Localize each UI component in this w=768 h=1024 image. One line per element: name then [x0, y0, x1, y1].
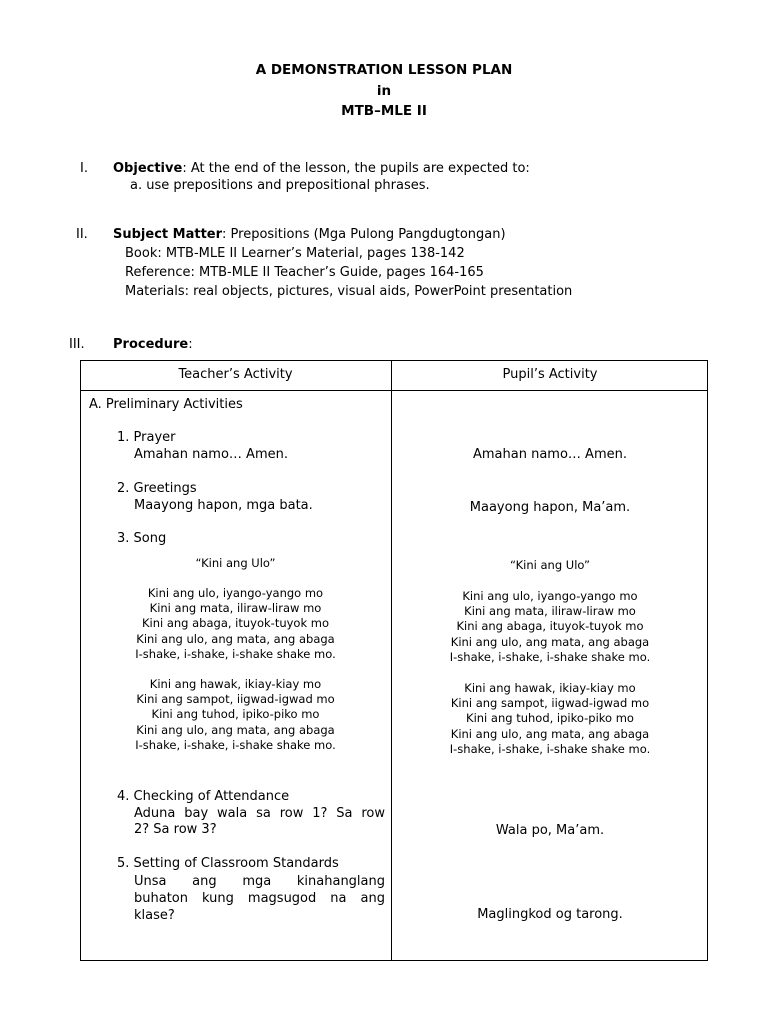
book-line: Book: MTB-MLE II Learner’s Material, pages 138-142 [125, 246, 465, 261]
standards-question [134, 873, 385, 924]
attendance-line-2: 2? Sa row 3? [134, 821, 217, 837]
song-name-teacher: “Kini ang Ulo” [195, 556, 276, 570]
prayer-teacher-text: Amahan namo… Amen. [134, 447, 288, 462]
lyric-line: Kini ang ulo, ang mata, ang abaga [136, 631, 335, 646]
lyric-line: Kini ang tuhod, ipiko-piko mo [466, 711, 634, 726]
lyric-line: Kini ang sampot, iigwad-igwad mo [136, 692, 335, 707]
standards-title: 5. Setting of Classroom Standards [117, 856, 339, 871]
table-header-divider [80, 390, 708, 391]
pupil-activity-header: Pupil’s Activity [502, 367, 598, 382]
attendance-question [134, 806, 385, 837]
song-title: 3. Song [117, 531, 167, 546]
prayer-title: 1. Prayer [117, 430, 176, 445]
subject-matter-text: : Prepositions (Mga Pulong Pangdugtongan) [222, 227, 506, 242]
preliminary-activities-heading: A. Preliminary Activities [89, 397, 243, 412]
objective-line [113, 161, 530, 176]
subject-matter-label: Subject Matter [113, 227, 223, 242]
lesson-plan-title: A DEMONSTRATION LESSON PLAN [255, 62, 513, 78]
procedure-line [113, 337, 193, 352]
lyric-line: Kini ang ulo, ang mata, ang abaga [450, 634, 650, 649]
standards-pupil-text: Maglingkod og tarong. [477, 907, 623, 922]
greetings-title: 2. Greetings [117, 481, 197, 496]
section-numeral-2: II. [76, 227, 88, 242]
lyric-line: I-shake, i-shake, i-shake shake mo. [135, 737, 336, 752]
lyric-line: Kini ang ulo, ang mata, ang abaga [136, 722, 335, 737]
lyric-line: Kini ang hawak, ikiay-kiay mo [464, 681, 636, 695]
lyric-line: I-shake, i-shake, i-shake shake mo. [135, 646, 336, 661]
subject-matter-line [113, 227, 506, 242]
lyric-line: Kini ang mata, iliraw-liraw mo [464, 604, 636, 619]
lyric-line: Kini ang ulo, ang mata, ang abaga [450, 726, 650, 741]
greetings-pupil-text: Maayong hapon, Ma’am. [469, 500, 631, 515]
attendance-pupil-text: Wala po, Ma’am. [495, 823, 605, 838]
prayer-pupil-text: Amahan namo… Amen. [473, 447, 627, 462]
procedure-colon: : [188, 337, 193, 352]
lyric-line: Kini ang ulo, iyango-yango mo [462, 589, 638, 603]
song-verse1-pupil [392, 589, 708, 665]
lyric-line: Kini ang abaga, ituyok-tuyok mo [456, 619, 644, 634]
materials-line: Materials: real objects, pictures, visual aids, PowerPoint presentation [125, 284, 573, 299]
section-numeral-3: III. [69, 337, 85, 352]
greetings-teacher-text: Maayong hapon, mga bata. [134, 498, 313, 513]
standards-line-1: Unsa ang mga kinahanglang [134, 874, 385, 889]
title-in: in [376, 83, 392, 99]
lyric-line: Kini ang sampot, iigwad-igwad mo [450, 696, 650, 711]
lyric-line: Kini ang tuhod, ipiko-piko mo [151, 707, 320, 722]
lyric-line: Kini ang abaga, ituyok-tuyok mo [141, 616, 330, 631]
objective-item-a: a. use prepositions and prepositional phrases. [130, 178, 430, 193]
attendance-title: 4. Checking of Attendance [117, 789, 290, 804]
standards-line-2: buhaton kung magsugod na ang [134, 891, 385, 906]
objective-label: Objective [113, 161, 183, 176]
objective-text: : At the end of the lesson, the pupils are expected to: [182, 161, 530, 176]
lyric-line: Kini ang mata, iliraw-liraw mo [149, 601, 322, 616]
reference-line: Reference: MTB-MLE II Teacher’s Guide, pages 164-165 [125, 265, 484, 280]
subject-title: MTB–MLE II [341, 103, 427, 119]
song-verse2-pupil [392, 681, 708, 757]
standards-line-3: klase? [134, 908, 175, 923]
song-verse1-teacher [80, 586, 391, 662]
teacher-activity-header: Teacher’s Activity [178, 367, 293, 382]
lyric-line: I-shake, i-shake, i-shake shake mo. [449, 649, 651, 664]
lyric-line: Kini ang ulo, iyango-yango mo [147, 586, 324, 600]
attendance-line-1: Aduna bay wala sa row 1? Sa row [134, 806, 385, 821]
procedure-label: Procedure [113, 337, 189, 352]
lyric-line: I-shake, i-shake, i-shake shake mo. [449, 741, 651, 756]
song-verse2-teacher [80, 677, 391, 753]
song-name-pupil: “Kini ang Ulo” [510, 558, 590, 572]
lyric-line: Kini ang hawak, ikiay-kiay mo [149, 677, 322, 691]
section-numeral-1: I. [80, 161, 88, 176]
